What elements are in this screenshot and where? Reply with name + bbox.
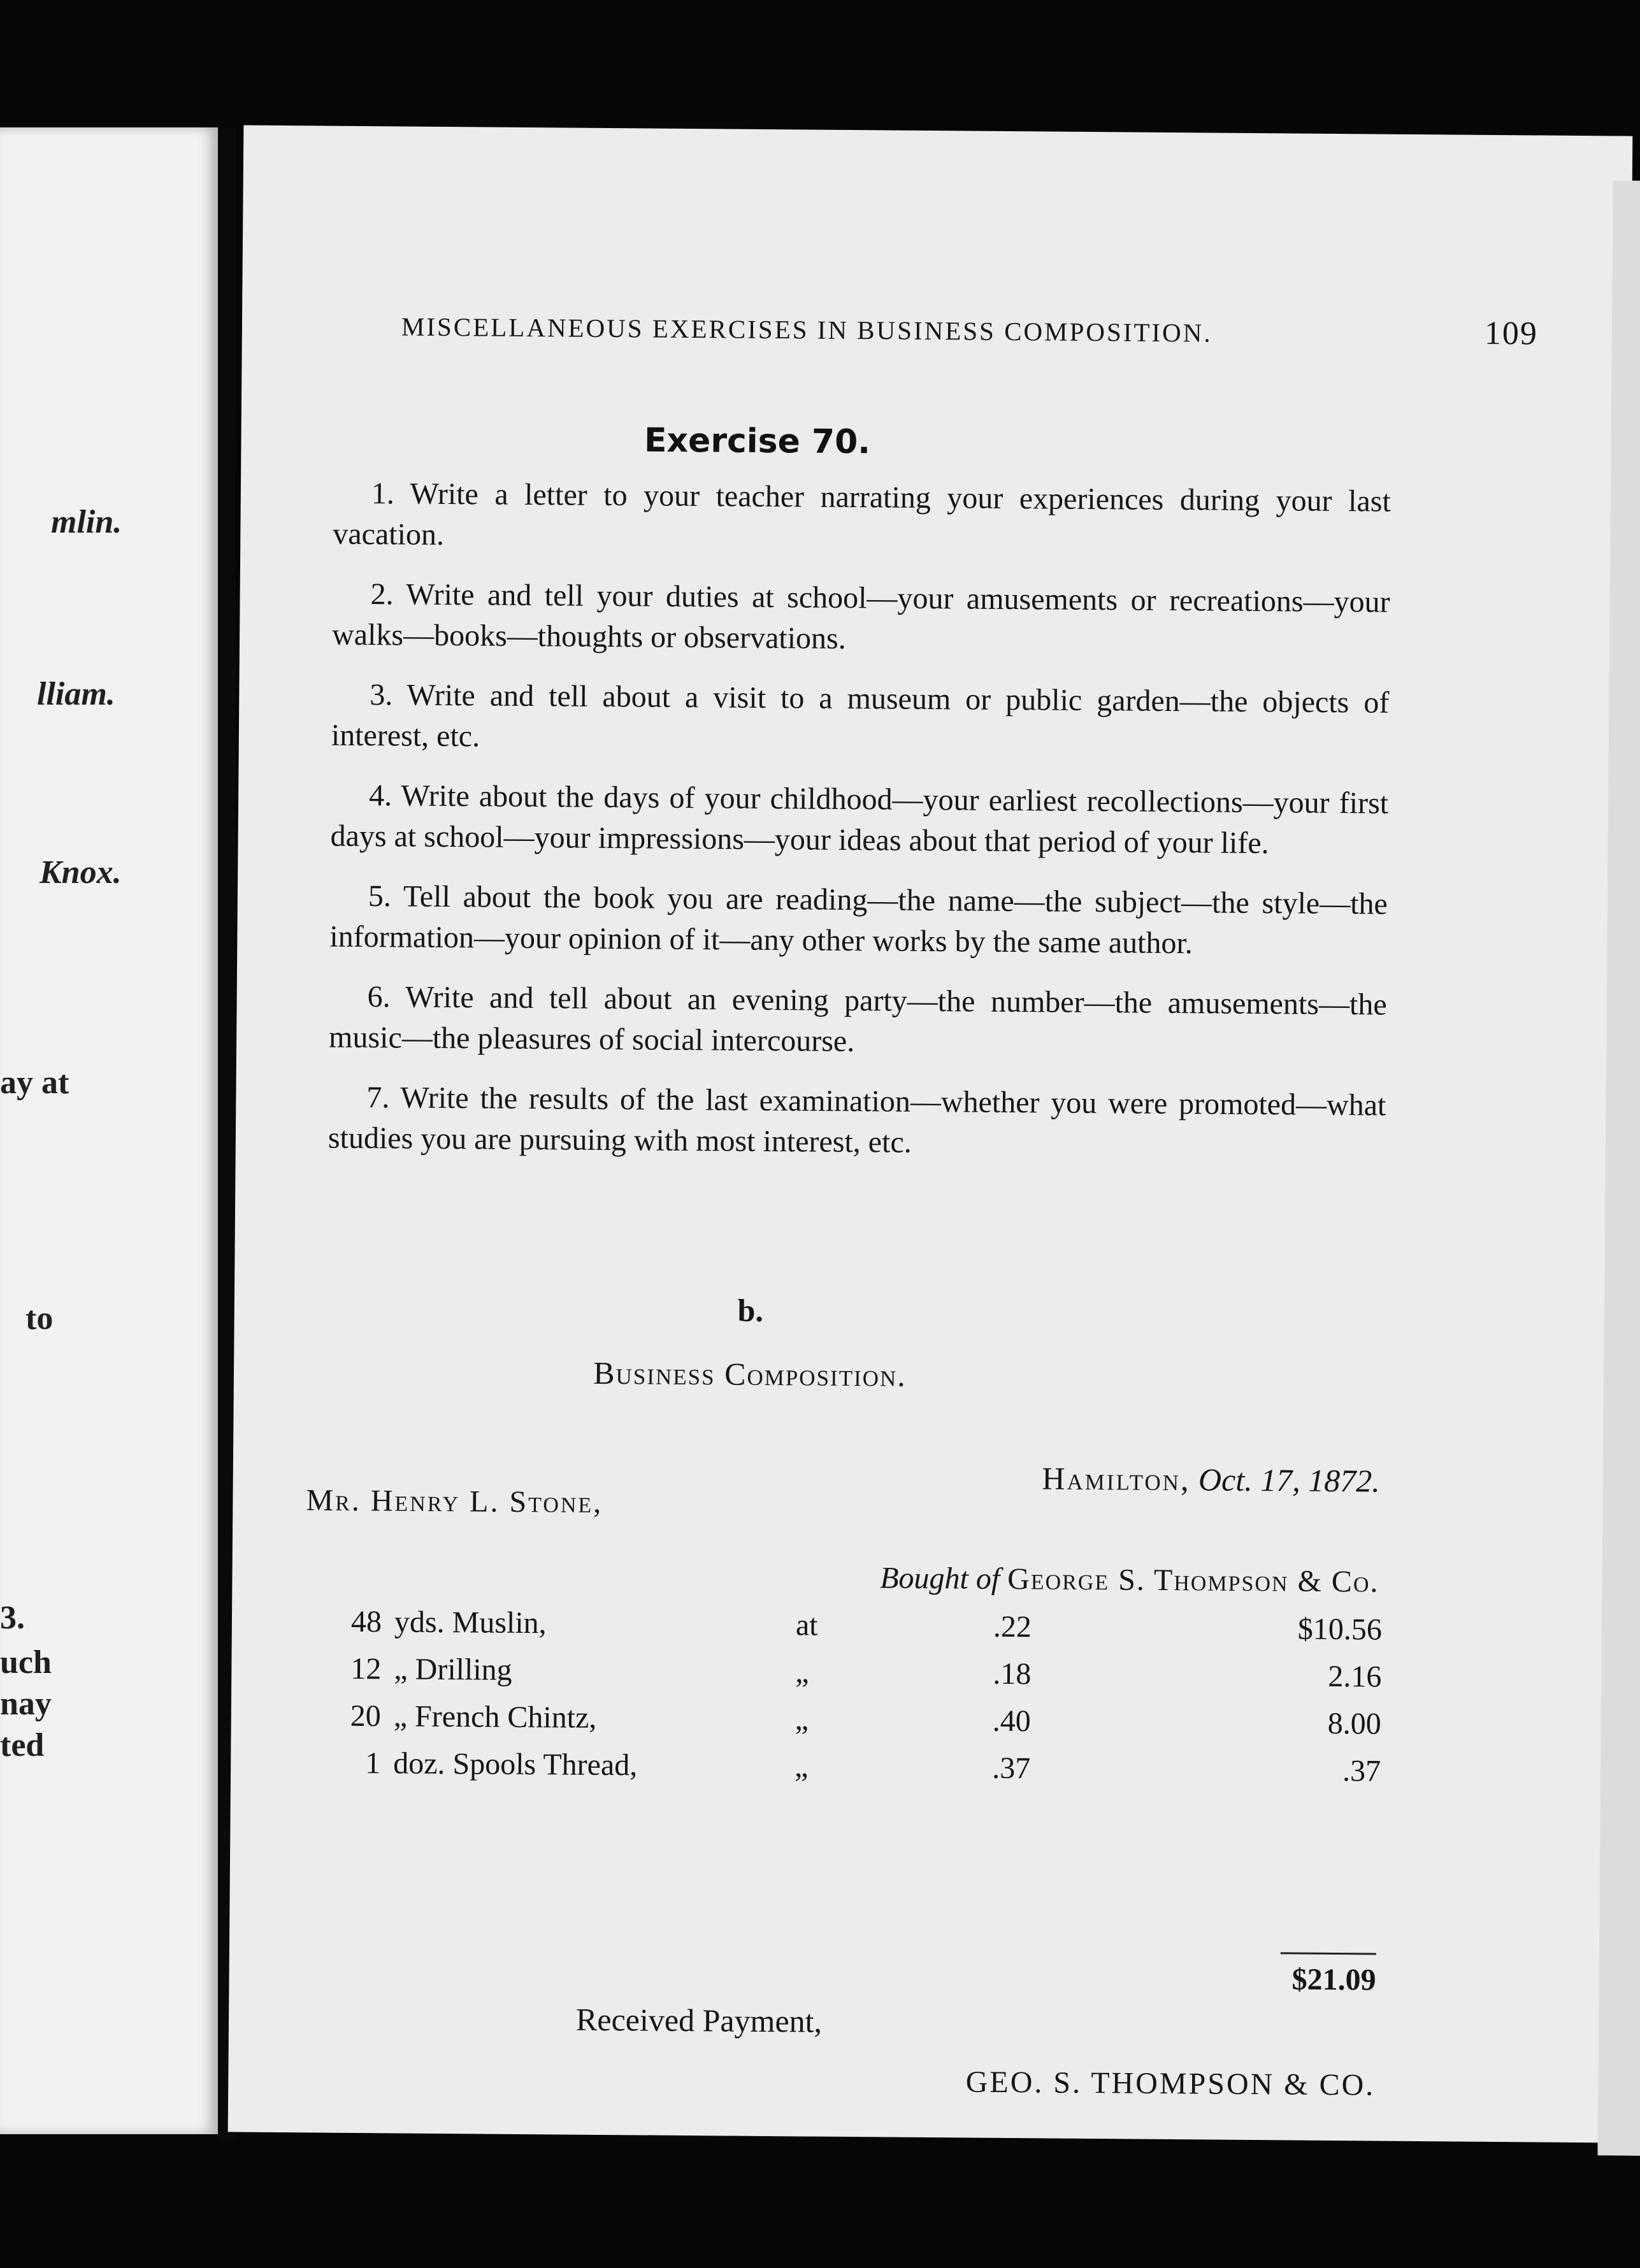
bill-total: $21.09 (1291, 1962, 1376, 1997)
page-content (228, 125, 1633, 2142)
item-amount: 2.16 (1328, 1659, 1382, 1694)
facing-page-text: ay at (0, 1065, 69, 1101)
item-description: doz. Spools Thread, (393, 1746, 638, 1783)
item-price: .37 (991, 1751, 1031, 1786)
bill-date: Oct. 17, 1872. (1198, 1461, 1380, 1499)
item-price: .22 (993, 1609, 1032, 1644)
total-rule (1281, 1952, 1376, 1955)
exercise-item: 3. Write and tell about a visit to a museum or public garden—the objects of interest, etc. (331, 678, 1390, 754)
exercise-item: 7. Write the results of the last examination—whether you were promoted—what studies you are pursuing with most interest, etc. (327, 1080, 1386, 1159)
item-quantity: 1 (365, 1746, 381, 1781)
facing-page-text: ted (0, 1727, 45, 1763)
section-letter: b. (737, 1292, 764, 1328)
bill-item-row (324, 1604, 1383, 1660)
item-amount: $10.56 (1297, 1612, 1383, 1647)
item-description: „ Drilling (394, 1652, 512, 1687)
item-description: „ French Chintz, (393, 1699, 597, 1735)
running-head-title: MISCELLANEOUS EXERCISES IN BUSINESS COMPOSITION. (401, 312, 1212, 348)
item-quantity: 48 (350, 1604, 382, 1639)
facing-page-text: mlin. (51, 504, 122, 540)
bill-item-row (324, 1651, 1382, 1707)
exercise-item: 2. Write and tell your duties at school—your amusements or recreations—your walks—books—thoughts or observations. (331, 577, 1390, 656)
bill-item-row (323, 1698, 1381, 1754)
exercise-title: Exercise 70. (644, 421, 871, 462)
received-payment: Received Payment, (575, 2001, 823, 2039)
exercise-item: 6. Write and tell about an evening party—the number—the amusements—the music—the pleasures of social intercourse. (328, 980, 1387, 1059)
item-at: „ (795, 1702, 809, 1737)
item-quantity: 20 (350, 1698, 382, 1733)
book-page (228, 125, 1633, 2142)
item-price: .18 (993, 1656, 1032, 1691)
bought-of-line (880, 1560, 1379, 1599)
bill-item-row (323, 1746, 1381, 1801)
exercise-list (327, 473, 1391, 1186)
exercise-item: 1. Write a letter to your teacher narrating your experiences during your last vacation. (333, 477, 1392, 552)
facing-page-text: lliam. (37, 676, 115, 712)
bill-items (323, 1604, 1382, 1801)
item-amount: 8.00 (1327, 1706, 1381, 1741)
running-head (401, 311, 1539, 352)
facing-page-text: uch (0, 1644, 52, 1681)
bill-date-line (1042, 1460, 1380, 1499)
facing-page-text: Knox. (40, 854, 122, 891)
exercise-item: 5. Tell about the book you are reading—the name—the subject—the style—the information—your opinion of it—any other works by the same author. (329, 879, 1388, 961)
facing-page-fragment (0, 127, 218, 2134)
item-price: .40 (992, 1704, 1031, 1739)
item-at: „ (794, 1749, 809, 1784)
item-amount: .37 (1342, 1754, 1381, 1788)
bill-place: Hamilton, (1042, 1460, 1191, 1498)
signature: GEO. S. THOMPSON & CO. (965, 2065, 1376, 2102)
page-number: 109 (1484, 315, 1539, 352)
bought-of-label: Bought of (880, 1561, 1000, 1596)
exercise-item: 4. Write about the days of your childhood—your earliest recollections—your first days at school—your impressions—your ideas about that period of your life. (330, 779, 1389, 861)
section-heading: Business Composition. (593, 1354, 907, 1393)
item-quantity: 12 (350, 1651, 382, 1686)
seller-name: George S. Thompson & Co. (1007, 1561, 1379, 1599)
bill-customer: Mr. Henry L. Stone, (306, 1483, 603, 1519)
facing-page-text: to (25, 1300, 54, 1337)
facing-page-text: 3. (0, 1600, 25, 1636)
item-at: „ (795, 1655, 809, 1690)
item-at: at (795, 1608, 818, 1642)
item-description: yds. Muslin, (394, 1605, 547, 1640)
facing-page-text: nay (0, 1686, 52, 1722)
